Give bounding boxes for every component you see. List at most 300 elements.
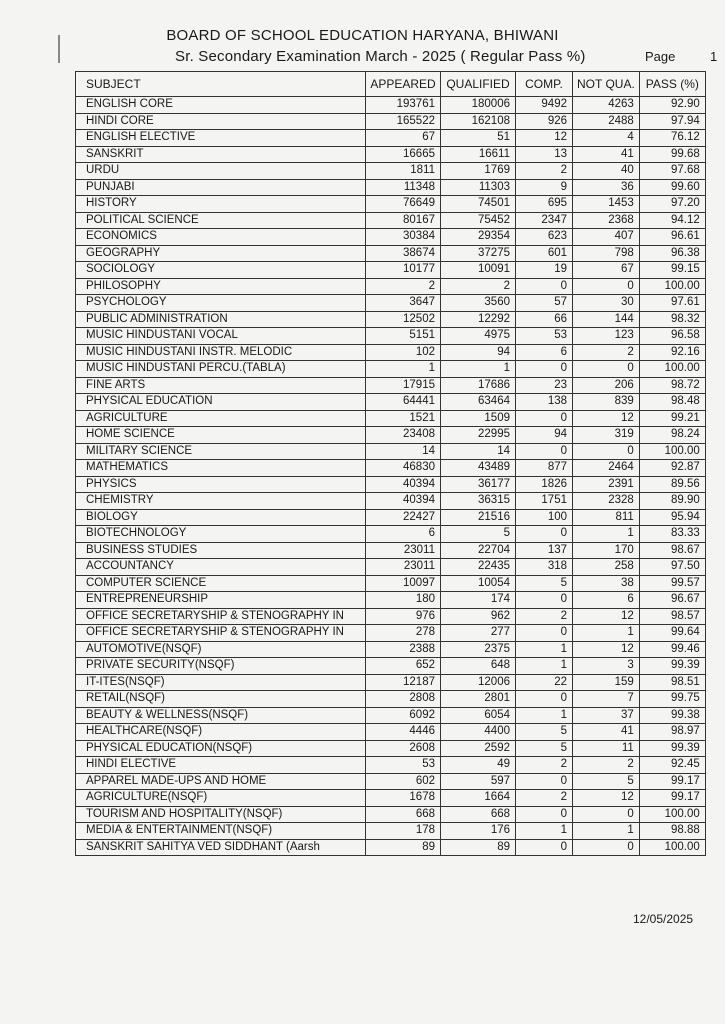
comp-cell: 9 bbox=[516, 179, 573, 196]
appeared-cell: 193761 bbox=[366, 97, 441, 114]
comp-cell: 1751 bbox=[516, 493, 573, 510]
not-qualified-cell: 206 bbox=[573, 377, 640, 394]
appeared-cell: 40394 bbox=[366, 493, 441, 510]
subject-cell: BIOLOGY bbox=[76, 509, 366, 526]
qualified-cell: 22704 bbox=[441, 542, 516, 559]
subject-cell: MUSIC HINDUSTANI VOCAL bbox=[76, 328, 366, 345]
qualified-cell: 21516 bbox=[441, 509, 516, 526]
comp-cell: 0 bbox=[516, 526, 573, 543]
qualified-cell: 1509 bbox=[441, 410, 516, 427]
pass-percent-cell: 99.68 bbox=[639, 146, 705, 163]
subject-cell: SOCIOLOGY bbox=[76, 262, 366, 279]
subject-cell: HEALTHCARE(NSQF) bbox=[76, 724, 366, 741]
not-qualified-cell: 2391 bbox=[573, 476, 640, 493]
comp-cell: 2 bbox=[516, 790, 573, 807]
not-qualified-cell: 41 bbox=[573, 146, 640, 163]
table-row bbox=[76, 427, 706, 444]
comp-cell: 9492 bbox=[516, 97, 573, 114]
comp-cell: 12 bbox=[516, 130, 573, 147]
subject-cell: AUTOMOTIVE(NSQF) bbox=[76, 641, 366, 658]
comp-cell: 2 bbox=[516, 163, 573, 180]
comp-cell: 2 bbox=[516, 608, 573, 625]
pass-percent-cell: 96.61 bbox=[639, 229, 705, 246]
appeared-cell: 1811 bbox=[366, 163, 441, 180]
table-row bbox=[76, 740, 706, 757]
table-row bbox=[76, 724, 706, 741]
column-header-not-qualified: NOT QUA. bbox=[573, 72, 640, 97]
table-row bbox=[76, 146, 706, 163]
pass-percent-cell: 97.61 bbox=[639, 295, 705, 312]
table-row bbox=[76, 377, 706, 394]
table-body bbox=[76, 97, 706, 856]
subject-cell: ENGLISH CORE bbox=[76, 97, 366, 114]
comp-cell: 0 bbox=[516, 691, 573, 708]
appeared-cell: 30384 bbox=[366, 229, 441, 246]
table-row bbox=[76, 245, 706, 262]
comp-cell: 53 bbox=[516, 328, 573, 345]
qualified-cell: 6054 bbox=[441, 707, 516, 724]
appeared-cell: 53 bbox=[366, 757, 441, 774]
not-qualified-cell: 30 bbox=[573, 295, 640, 312]
qualified-cell: 63464 bbox=[441, 394, 516, 411]
subject-cell: HISTORY bbox=[76, 196, 366, 213]
page-label: Page bbox=[645, 49, 676, 64]
table-row bbox=[76, 344, 706, 361]
qualified-cell: 5 bbox=[441, 526, 516, 543]
qualified-cell: 14 bbox=[441, 443, 516, 460]
not-qualified-cell: 37 bbox=[573, 707, 640, 724]
pass-percent-cell: 97.20 bbox=[639, 196, 705, 213]
appeared-cell: 102 bbox=[366, 344, 441, 361]
not-qualified-cell: 0 bbox=[573, 443, 640, 460]
board-title: BOARD OF SCHOOL EDUCATION HARYANA, BHIWANI bbox=[166, 27, 559, 44]
not-qualified-cell: 36 bbox=[573, 179, 640, 196]
appeared-cell: 6092 bbox=[366, 707, 441, 724]
qualified-cell: 4400 bbox=[441, 724, 516, 741]
subject-cell: PHYSICAL EDUCATION bbox=[76, 394, 366, 411]
appeared-cell: 12187 bbox=[366, 674, 441, 691]
qualified-cell: 11303 bbox=[441, 179, 516, 196]
not-qualified-cell: 798 bbox=[573, 245, 640, 262]
subject-cell: PRIVATE SECURITY(NSQF) bbox=[76, 658, 366, 675]
qualified-cell: 3560 bbox=[441, 295, 516, 312]
pass-percent-cell: 98.32 bbox=[639, 311, 705, 328]
appeared-cell: 278 bbox=[366, 625, 441, 642]
subject-cell: URDU bbox=[76, 163, 366, 180]
comp-cell: 926 bbox=[516, 113, 573, 130]
table-row bbox=[76, 526, 706, 543]
table-row bbox=[76, 262, 706, 279]
qualified-cell: 37275 bbox=[441, 245, 516, 262]
appeared-cell: 2 bbox=[366, 278, 441, 295]
table-row bbox=[76, 394, 706, 411]
table-row bbox=[76, 641, 706, 658]
comp-cell: 0 bbox=[516, 806, 573, 823]
comp-cell: 0 bbox=[516, 839, 573, 856]
comp-cell: 601 bbox=[516, 245, 573, 262]
subject-cell: PHYSICAL EDUCATION(NSQF) bbox=[76, 740, 366, 757]
pass-percent-cell: 96.67 bbox=[639, 592, 705, 609]
subject-cell: HINDI ELECTIVE bbox=[76, 757, 366, 774]
comp-cell: 0 bbox=[516, 773, 573, 790]
pass-percent-cell: 98.88 bbox=[639, 823, 705, 840]
report-date: 12/05/2025 bbox=[633, 912, 694, 926]
column-header-subject: SUBJECT bbox=[76, 72, 366, 97]
appeared-cell: 23011 bbox=[366, 559, 441, 576]
appeared-cell: 46830 bbox=[366, 460, 441, 477]
comp-cell: 1 bbox=[516, 641, 573, 658]
table-row bbox=[76, 806, 706, 823]
qualified-cell: 10054 bbox=[441, 575, 516, 592]
not-qualified-cell: 2368 bbox=[573, 212, 640, 229]
table-row bbox=[76, 179, 706, 196]
appeared-cell: 1521 bbox=[366, 410, 441, 427]
table-row bbox=[76, 608, 706, 625]
comp-cell: 1 bbox=[516, 823, 573, 840]
not-qualified-cell: 12 bbox=[573, 641, 640, 658]
pass-percent-cell: 99.57 bbox=[639, 575, 705, 592]
appeared-cell: 165522 bbox=[366, 113, 441, 130]
qualified-cell: 89 bbox=[441, 839, 516, 856]
pass-percent-cell: 98.67 bbox=[639, 542, 705, 559]
qualified-cell: 94 bbox=[441, 344, 516, 361]
pass-percent-cell: 89.90 bbox=[639, 493, 705, 510]
pass-percent-cell: 99.15 bbox=[639, 262, 705, 279]
appeared-cell: 89 bbox=[366, 839, 441, 856]
appeared-cell: 23011 bbox=[366, 542, 441, 559]
comp-cell: 57 bbox=[516, 295, 573, 312]
pass-percent-cell: 96.58 bbox=[639, 328, 705, 345]
comp-cell: 19 bbox=[516, 262, 573, 279]
pass-percent-cell: 92.90 bbox=[639, 97, 705, 114]
qualified-cell: 74501 bbox=[441, 196, 516, 213]
appeared-cell: 67 bbox=[366, 130, 441, 147]
table-row bbox=[76, 773, 706, 790]
subject-cell: MATHEMATICS bbox=[76, 460, 366, 477]
table-row bbox=[76, 707, 706, 724]
qualified-cell: 10091 bbox=[441, 262, 516, 279]
subject-cell: PSYCHOLOGY bbox=[76, 295, 366, 312]
subject-cell: PHILOSOPHY bbox=[76, 278, 366, 295]
pass-percent-cell: 97.68 bbox=[639, 163, 705, 180]
not-qualified-cell: 5 bbox=[573, 773, 640, 790]
table-row bbox=[76, 311, 706, 328]
pass-percent-cell: 92.87 bbox=[639, 460, 705, 477]
table-row bbox=[76, 212, 706, 229]
qualified-cell: 36177 bbox=[441, 476, 516, 493]
table-row bbox=[76, 460, 706, 477]
comp-cell: 318 bbox=[516, 559, 573, 576]
not-qualified-cell: 4263 bbox=[573, 97, 640, 114]
not-qualified-cell: 2464 bbox=[573, 460, 640, 477]
comp-cell: 1 bbox=[516, 707, 573, 724]
table-row bbox=[76, 361, 706, 378]
table-row bbox=[76, 295, 706, 312]
qualified-cell: 2592 bbox=[441, 740, 516, 757]
not-qualified-cell: 67 bbox=[573, 262, 640, 279]
not-qualified-cell: 319 bbox=[573, 427, 640, 444]
page-number: 1 bbox=[710, 49, 718, 64]
appeared-cell: 2388 bbox=[366, 641, 441, 658]
not-qualified-cell: 3 bbox=[573, 658, 640, 675]
pass-percent-cell: 99.17 bbox=[639, 773, 705, 790]
column-header-appeared: APPEARED bbox=[366, 72, 441, 97]
comp-cell: 13 bbox=[516, 146, 573, 163]
qualified-cell: 43489 bbox=[441, 460, 516, 477]
pass-percent-cell: 95.94 bbox=[639, 509, 705, 526]
not-qualified-cell: 1453 bbox=[573, 196, 640, 213]
pass-percent-cell: 99.38 bbox=[639, 707, 705, 724]
pass-percent-cell: 83.33 bbox=[639, 526, 705, 543]
qualified-cell: 22995 bbox=[441, 427, 516, 444]
appeared-cell: 38674 bbox=[366, 245, 441, 262]
table-row bbox=[76, 163, 706, 180]
table-row bbox=[76, 97, 706, 114]
appeared-cell: 652 bbox=[366, 658, 441, 675]
not-qualified-cell: 0 bbox=[573, 839, 640, 856]
appeared-cell: 1678 bbox=[366, 790, 441, 807]
table-row bbox=[76, 278, 706, 295]
qualified-cell: 75452 bbox=[441, 212, 516, 229]
subject-cell: BEAUTY & WELLNESS(NSQF) bbox=[76, 707, 366, 724]
not-qualified-cell: 4 bbox=[573, 130, 640, 147]
qualified-cell: 22435 bbox=[441, 559, 516, 576]
qualified-cell: 180006 bbox=[441, 97, 516, 114]
subject-cell: TOURISM AND HOSPITALITY(NSQF) bbox=[76, 806, 366, 823]
table-row bbox=[76, 476, 706, 493]
table-row bbox=[76, 575, 706, 592]
pass-percent-cell: 92.45 bbox=[639, 757, 705, 774]
subject-cell: AGRICULTURE bbox=[76, 410, 366, 427]
pass-percent-cell: 98.51 bbox=[639, 674, 705, 691]
table-row bbox=[76, 229, 706, 246]
pass-percent-cell: 99.17 bbox=[639, 790, 705, 807]
comp-cell: 94 bbox=[516, 427, 573, 444]
not-qualified-cell: 123 bbox=[573, 328, 640, 345]
subject-cell: POLITICAL SCIENCE bbox=[76, 212, 366, 229]
not-qualified-cell: 40 bbox=[573, 163, 640, 180]
table-row bbox=[76, 328, 706, 345]
not-qualified-cell: 38 bbox=[573, 575, 640, 592]
table-row bbox=[76, 559, 706, 576]
qualified-cell: 51 bbox=[441, 130, 516, 147]
comp-cell: 100 bbox=[516, 509, 573, 526]
comp-cell: 2347 bbox=[516, 212, 573, 229]
not-qualified-cell: 2 bbox=[573, 757, 640, 774]
appeared-cell: 16665 bbox=[366, 146, 441, 163]
qualified-cell: 49 bbox=[441, 757, 516, 774]
table-row bbox=[76, 625, 706, 642]
appeared-cell: 1 bbox=[366, 361, 441, 378]
pass-percent-cell: 100.00 bbox=[639, 443, 705, 460]
subject-cell: HOME SCIENCE bbox=[76, 427, 366, 444]
not-qualified-cell: 11 bbox=[573, 740, 640, 757]
appeared-cell: 11348 bbox=[366, 179, 441, 196]
qualified-cell: 12006 bbox=[441, 674, 516, 691]
not-qualified-cell: 12 bbox=[573, 608, 640, 625]
table-row bbox=[76, 691, 706, 708]
subject-cell: PUBLIC ADMINISTRATION bbox=[76, 311, 366, 328]
not-qualified-cell: 12 bbox=[573, 410, 640, 427]
appeared-cell: 64441 bbox=[366, 394, 441, 411]
appeared-cell: 2608 bbox=[366, 740, 441, 757]
table-row bbox=[76, 130, 706, 147]
pass-percent-cell: 98.57 bbox=[639, 608, 705, 625]
appeared-cell: 40394 bbox=[366, 476, 441, 493]
pass-percent-cell: 92.16 bbox=[639, 344, 705, 361]
qualified-cell: 1 bbox=[441, 361, 516, 378]
appeared-cell: 2808 bbox=[366, 691, 441, 708]
column-header-pass-percent: PASS (%) bbox=[639, 72, 705, 97]
table-row bbox=[76, 509, 706, 526]
pass-percent-cell: 99.21 bbox=[639, 410, 705, 427]
appeared-cell: 602 bbox=[366, 773, 441, 790]
comp-cell: 23 bbox=[516, 377, 573, 394]
not-qualified-cell: 1 bbox=[573, 625, 640, 642]
qualified-cell: 17686 bbox=[441, 377, 516, 394]
not-qualified-cell: 0 bbox=[573, 806, 640, 823]
comp-cell: 1826 bbox=[516, 476, 573, 493]
subject-cell: MEDIA & ENTERTAINMENT(NSQF) bbox=[76, 823, 366, 840]
subject-cell: APPAREL MADE-UPS AND HOME bbox=[76, 773, 366, 790]
table-row bbox=[76, 113, 706, 130]
comp-cell: 1 bbox=[516, 658, 573, 675]
pass-percent-cell: 99.64 bbox=[639, 625, 705, 642]
comp-cell: 2 bbox=[516, 757, 573, 774]
pass-percent-cell: 94.12 bbox=[639, 212, 705, 229]
subject-cell: OFFICE SECRETARYSHIP & STENOGRAPHY IN bbox=[76, 608, 366, 625]
subject-cell: ENGLISH ELECTIVE bbox=[76, 130, 366, 147]
subject-cell: FINE ARTS bbox=[76, 377, 366, 394]
comp-cell: 137 bbox=[516, 542, 573, 559]
table-row bbox=[76, 790, 706, 807]
appeared-cell: 668 bbox=[366, 806, 441, 823]
pass-percent-cell: 99.46 bbox=[639, 641, 705, 658]
pass-percent-cell: 97.94 bbox=[639, 113, 705, 130]
subject-cell: IT-ITES(NSQF) bbox=[76, 674, 366, 691]
pass-percent-cell: 100.00 bbox=[639, 278, 705, 295]
pass-percent-cell: 100.00 bbox=[639, 361, 705, 378]
appeared-cell: 6 bbox=[366, 526, 441, 543]
exam-title: Sr. Secondary Examination March - 2025 ( Regular Pass %) bbox=[175, 48, 586, 65]
pass-percent-cell: 98.48 bbox=[639, 394, 705, 411]
qualified-cell: 176 bbox=[441, 823, 516, 840]
subject-cell: MILITARY SCIENCE bbox=[76, 443, 366, 460]
comp-cell: 6 bbox=[516, 344, 573, 361]
not-qualified-cell: 839 bbox=[573, 394, 640, 411]
pass-percent-cell: 89.56 bbox=[639, 476, 705, 493]
column-header-qualified: QUALIFIED bbox=[441, 72, 516, 97]
table-row bbox=[76, 410, 706, 427]
qualified-cell: 1769 bbox=[441, 163, 516, 180]
not-qualified-cell: 159 bbox=[573, 674, 640, 691]
appeared-cell: 3647 bbox=[366, 295, 441, 312]
table-row bbox=[76, 658, 706, 675]
pass-percent-cell: 100.00 bbox=[639, 806, 705, 823]
comp-cell: 0 bbox=[516, 592, 573, 609]
comp-cell: 0 bbox=[516, 443, 573, 460]
appeared-cell: 976 bbox=[366, 608, 441, 625]
subject-cell: ACCOUNTANCY bbox=[76, 559, 366, 576]
pass-percent-cell: 99.60 bbox=[639, 179, 705, 196]
not-qualified-cell: 144 bbox=[573, 311, 640, 328]
subject-cell: ENTREPRENEURSHIP bbox=[76, 592, 366, 609]
appeared-cell: 5151 bbox=[366, 328, 441, 345]
appeared-cell: 180 bbox=[366, 592, 441, 609]
subject-cell: PHYSICS bbox=[76, 476, 366, 493]
comp-cell: 138 bbox=[516, 394, 573, 411]
pass-percent-cell: 97.50 bbox=[639, 559, 705, 576]
not-qualified-cell: 407 bbox=[573, 229, 640, 246]
comp-cell: 5 bbox=[516, 740, 573, 757]
subject-cell: SANSKRIT bbox=[76, 146, 366, 163]
not-qualified-cell: 0 bbox=[573, 278, 640, 295]
not-qualified-cell: 6 bbox=[573, 592, 640, 609]
subject-cell: MUSIC HINDUSTANI PERCU.(TABLA) bbox=[76, 361, 366, 378]
qualified-cell: 1664 bbox=[441, 790, 516, 807]
appeared-cell: 22427 bbox=[366, 509, 441, 526]
qualified-cell: 2375 bbox=[441, 641, 516, 658]
not-qualified-cell: 2 bbox=[573, 344, 640, 361]
comp-cell: 0 bbox=[516, 410, 573, 427]
qualified-cell: 174 bbox=[441, 592, 516, 609]
pass-percent-cell: 99.39 bbox=[639, 740, 705, 757]
pass-percent-cell: 96.38 bbox=[639, 245, 705, 262]
pass-percent-cell: 99.75 bbox=[639, 691, 705, 708]
qualified-cell: 668 bbox=[441, 806, 516, 823]
not-qualified-cell: 2488 bbox=[573, 113, 640, 130]
not-qualified-cell: 12 bbox=[573, 790, 640, 807]
table-row bbox=[76, 823, 706, 840]
pass-percent-cell: 98.97 bbox=[639, 724, 705, 741]
pass-percent-cell: 99.39 bbox=[639, 658, 705, 675]
subject-cell: ECONOMICS bbox=[76, 229, 366, 246]
qualified-cell: 4975 bbox=[441, 328, 516, 345]
table-row bbox=[76, 674, 706, 691]
qualified-cell: 162108 bbox=[441, 113, 516, 130]
results-table bbox=[75, 71, 706, 856]
subject-cell: AGRICULTURE(NSQF) bbox=[76, 790, 366, 807]
table-header-row bbox=[76, 72, 706, 97]
appeared-cell: 23408 bbox=[366, 427, 441, 444]
subject-cell: HINDI CORE bbox=[76, 113, 366, 130]
subject-cell: RETAIL(NSQF) bbox=[76, 691, 366, 708]
qualified-cell: 36315 bbox=[441, 493, 516, 510]
subject-cell: GEOGRAPHY bbox=[76, 245, 366, 262]
table-row bbox=[76, 839, 706, 856]
table-row bbox=[76, 443, 706, 460]
appeared-cell: 80167 bbox=[366, 212, 441, 229]
table-row bbox=[76, 542, 706, 559]
not-qualified-cell: 1 bbox=[573, 823, 640, 840]
not-qualified-cell: 258 bbox=[573, 559, 640, 576]
subject-cell: BIOTECHNOLOGY bbox=[76, 526, 366, 543]
comp-cell: 623 bbox=[516, 229, 573, 246]
comp-cell: 877 bbox=[516, 460, 573, 477]
qualified-cell: 648 bbox=[441, 658, 516, 675]
appeared-cell: 10097 bbox=[366, 575, 441, 592]
appeared-cell: 17915 bbox=[366, 377, 441, 394]
comp-cell: 22 bbox=[516, 674, 573, 691]
subject-cell: MUSIC HINDUSTANI INSTR. MELODIC bbox=[76, 344, 366, 361]
qualified-cell: 962 bbox=[441, 608, 516, 625]
table-row bbox=[76, 493, 706, 510]
not-qualified-cell: 2328 bbox=[573, 493, 640, 510]
qualified-cell: 597 bbox=[441, 773, 516, 790]
comp-cell: 0 bbox=[516, 278, 573, 295]
not-qualified-cell: 0 bbox=[573, 361, 640, 378]
pass-percent-cell: 98.24 bbox=[639, 427, 705, 444]
